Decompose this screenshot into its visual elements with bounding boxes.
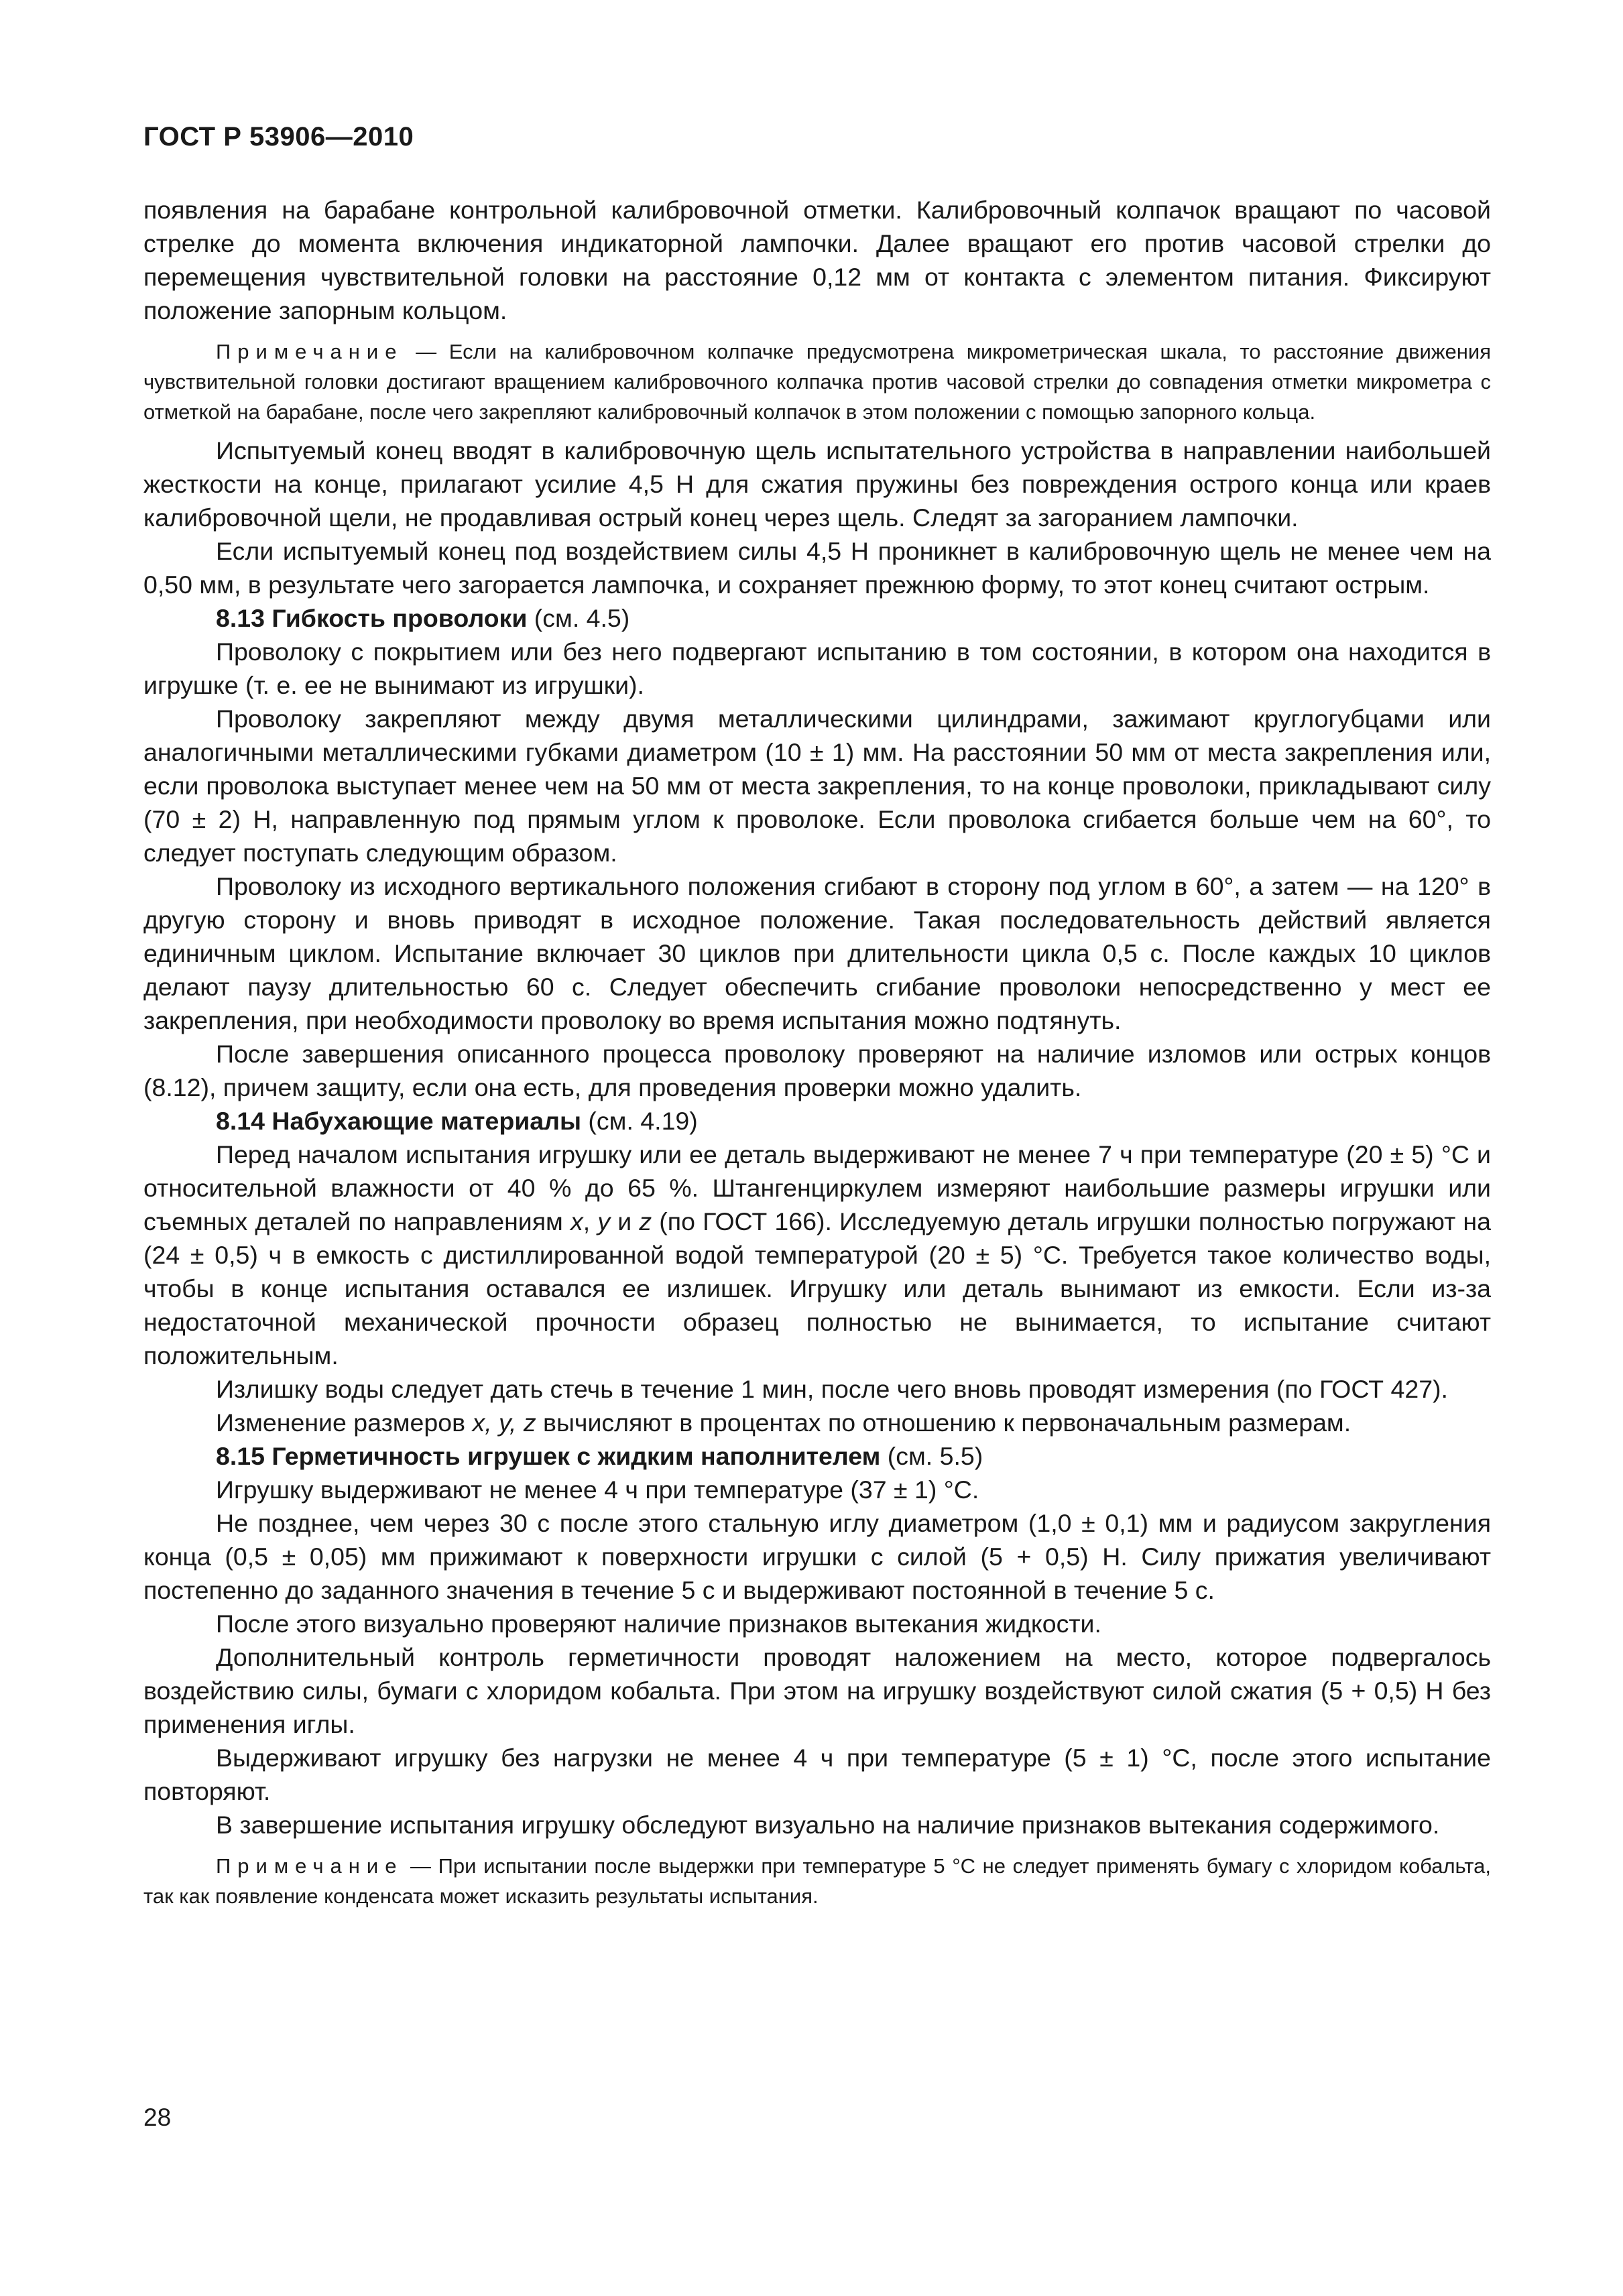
paragraph <box>143 1138 1491 1372</box>
paragraph: Излишку воды следует дать стечь в течение 1 мин, после чего вновь проводят измерения (по ГОСТ 427). <box>216 1375 1448 1403</box>
paragraph: В завершение испытания игрушку обследуют визуально на наличие признаков вытекания содержимого. <box>216 1811 1440 1839</box>
note <box>143 337 1491 427</box>
section-title: 8.15 Герметичность игрушек с жидким наполнителем <box>216 1442 881 1470</box>
section-heading-8-13 <box>143 601 1491 635</box>
section-title: 8.13 Гибкость проволоки <box>216 604 528 632</box>
text-run: (по ГОСТ 166). Исследуемую деталь игрушки полностью погружают на (24 ± 0,5) ч в емкость с дистиллированной водой температурой (20 ± 5) °С. Требуется такое количество воды, чтобы в конце испытания оставался ее излишек. Игрушку или деталь вынимают из емкости. Если из-за недостаточной механической прочности образец полностью не вынимается, то испытание считают положительным. <box>143 1207 1491 1370</box>
note-label: Примечание <box>216 1854 404 1878</box>
paragraph: Проволоку из исходного вертикального положения сгибают в сторону под углом в 60°, а затем — на 120° в другую сторону и вновь приводят в исходное положение. Такая последовательность действий является единичным циклом. Испытание включает 30 циклов при длительности цикла 0,5 с. После каждых 10 циклов делают паузу длительностью 60 с. Следует обеспечить сгибание проволоки непосредственно у мест ее закрепления, при необходимости проволоку во время испытания можно подтянуть. <box>143 872 1491 1034</box>
var-x: x <box>570 1207 583 1235</box>
paragraph: После этого визуально проверяют наличие признаков вытекания жидкости. <box>216 1610 1101 1638</box>
section-ref: (см. 4.19) <box>581 1107 698 1135</box>
note-text: — Если на калибровочном колпачке предусмотрена микрометрическая шкала, то расстояние движения чувствительной головки достигают вращением калибровочного колпачка против часовой стрелки до совпадения отметки микрометра с отметкой на барабане, после чего закрепляют калибровочный колпачок в этом положении с помощью запорного кольца. <box>143 340 1491 424</box>
document-header: ГОСТ Р 53906—2010 <box>143 122 414 152</box>
section-ref: (см. 4.5) <box>527 604 630 632</box>
paragraph: Выдерживают игрушку без нагрузки не менее 4 ч при температуре (5 ± 1) °С, после этого испытание повторяют. <box>143 1744 1491 1805</box>
paragraph: Проволоку с покрытием или без него подвергают испытанию в том состоянии, в котором она находится в игрушке (т. е. ее не вынимают из игрушки). <box>143 638 1491 699</box>
paragraph: Игрушку выдерживают не менее 4 ч при температуре (37 ± 1) °С. <box>216 1475 979 1504</box>
paragraph: Проволоку закрепляют между двумя металлическими цилиндрами, зажимают круглогубцами или аналогичными металлическими губками диаметром (10 ± 1) мм. На расстоянии 50 мм от места закрепления или, если проволока выступает менее чем на 50 мм от места закрепления, то на конце проволоки, прикладывают силу (70 ± 2) Н, направленную под прямым углом к проволоке. Если проволока сгибается больше чем на 60°, то следует поступать следующим образом. <box>143 705 1491 867</box>
note-label: Примечание <box>216 340 404 363</box>
paragraph: Если испытуемый конец под воздействием силы 4,5 Н проникнет в калибровочную щель не менее чем на 0,50 мм, в результате чего загорается лампочка, и сохраняет прежнюю форму, то этот конец считают острым. <box>143 537 1491 599</box>
paragraph: Дополнительный контроль герметичности проводят наложением на место, которое подвергалось воздействию силы, бумаги с хлоридом кобальта. При этом на игрушку воздействуют силой сжатия (5 + 0,5) Н без применения иглы. <box>143 1643 1491 1738</box>
paragraph <box>143 1406 1491 1439</box>
section-title: 8.14 Набухающие материалы <box>216 1107 582 1135</box>
text-run: вычисляют в процентах по отношению к первоначальным размерам. <box>536 1408 1351 1437</box>
note-text: — При испытании после выдержки при температуре 5 °С не следует применять бумагу с хлоридом кобальта, так как появление конденсата может исказить результаты испытания. <box>143 1854 1491 1908</box>
paragraph: Не позднее, чем через 30 с после этого стальную иглу диаметром (1,0 ± 0,1) мм и радиусом закругления конца (0,5 ± 0,05) мм прижимают к поверхности игрушки с силой (5 + 0,5) Н. Силу прижатия увеличивают постепенно до заданного значения в течение 5 с и выдерживают постоянной в течение 5 с. <box>143 1509 1491 1604</box>
document-body <box>143 193 1491 1918</box>
var-xyz: x, y, z <box>472 1408 536 1437</box>
page-number: 28 <box>143 2104 172 2131</box>
text-run: , <box>583 1207 598 1235</box>
note <box>143 1851 1491 1911</box>
paragraph: появления на барабане контрольной калибровочной отметки. Калибровочный колпачок вращают по часовой стрелке до момента включения индикаторной лампочки. Далее вращают его против часовой стрелки до перемещения чувствительной головки на расстояние 0,12 мм от контакта с элементом питания. Фиксируют положение запорным кольцом. <box>143 196 1491 324</box>
var-y: y <box>597 1207 611 1235</box>
paragraph: После завершения описанного процесса проволоку проверяют на наличие изломов или острых концов (8.12), причем защиту, если она есть, для проведения проверки можно удалить. <box>143 1040 1491 1101</box>
section-heading-8-14 <box>143 1104 1491 1138</box>
paragraph: Испытуемый конец вводят в калибровочную щель испытательного устройства в направлении наибольшей жесткости на конце, прилагают усилие 4,5 Н для сжатия пружины без повреждения острого конца или краев калибровочной щели, не продавливая острый конец через щель. Следят за загоранием лампочки. <box>143 436 1491 532</box>
section-heading-8-15 <box>143 1439 1491 1473</box>
text-run: Изменение размеров <box>216 1408 473 1437</box>
section-ref: (см. 5.5) <box>880 1442 983 1470</box>
text-run: Перед началом испытания игрушку или ее деталь выдерживают не менее 7 ч при температуре (20 ± 5) °С и относительной влажности от 40 % до 65 %. Штангенциркулем измеряют наибольшие размеры игрушки или съемных деталей по направлениям <box>143 1140 1491 1235</box>
text-run: и <box>610 1207 640 1235</box>
var-z: z <box>639 1207 652 1235</box>
